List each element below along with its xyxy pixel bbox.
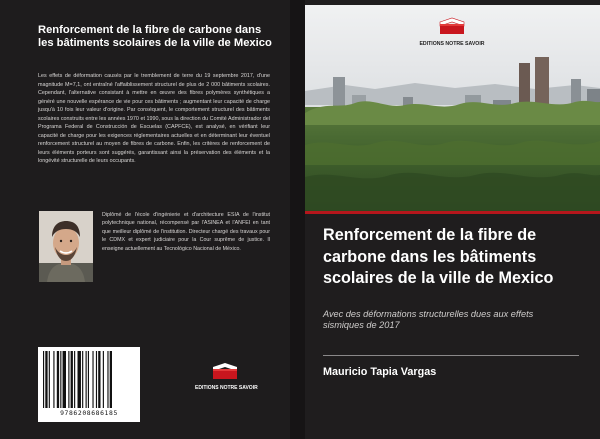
back-cover-title: Renforcement de la fibre de carbone dans les bâtiments scolaires de la ville de Mexico [38,24,272,49]
barcode-bars [43,351,135,408]
author-photo [39,211,93,282]
red-divider [305,211,600,214]
back-publisher-logo [195,361,258,397]
barcode [38,347,140,422]
title-divider [323,355,579,356]
back-publisher-name: EDITIONS NOTRE SAVOIR [195,385,258,391]
author-name: Mauricio Tapia Vargas [323,366,437,378]
book-summary: Les effets de déformation causés par le tremblement de terre du 19 septembre 2017, d'une magnitude M=7,1, ont entraîné l'affaiblissement structurel de plus de 2 000 bâtiments scolaires. Cependant, l'alternative consistant à mettre en œuvre des fibres polymères synthétiques a généré une nouvelle espérance de vie pour ces bâtiments ; augmentant leur capacité de charge jusqu'à 10 fois leur valeur d'origine. Par conséquent, le comportement structurel des bâtiments scolaires construits entre les années 1970 et 1990, sous la direction du Comité Administrador del Programa Federal de Construcción de Escuelas (CAPFCE), est analysé, en vérifiant leur capacité de charge pour les exigences réglementaires actuelles et en déterminant leur éventuel renforcement structurel au moyen de fibres de carbone. Enfin, les critères de renforcement de leurs éléments porteurs sont suggérés, garantissant ainsi la préservation des éléments et la longévité structurelle de leurs occupants. [38,73,270,164]
author-bio: Diplômé de l'école d'ingénierie et d'architecture ESIA de l'institut polytechnique national, récompensé par l'ASINEA et l'ANFEI en tant que meilleur diplômé de l'institution. Directeur chargé des travaux pour le CDMX et expert judiciaire pour la Cour suprême de justice. Il enseigne actuellement au Tecnológico Nacional de México. [102,212,270,252]
front-publisher-logo [407,16,497,52]
book-subtitle: Avec des déformations structurelles dues aux effets sismiques de 2017 [323,309,534,331]
barcode-number: 9786208686185 [60,409,118,417]
front-publisher-name: EDITIONS NOTRE SAVOIR [419,41,485,47]
book-title: Renforcement de la fibre de carbone dans les bâtiments scolaires de la ville de Mexico [323,226,554,288]
back-cover [0,0,290,439]
spine [290,0,305,439]
publisher-book-icon [437,16,467,36]
publisher-book-icon [210,361,240,381]
